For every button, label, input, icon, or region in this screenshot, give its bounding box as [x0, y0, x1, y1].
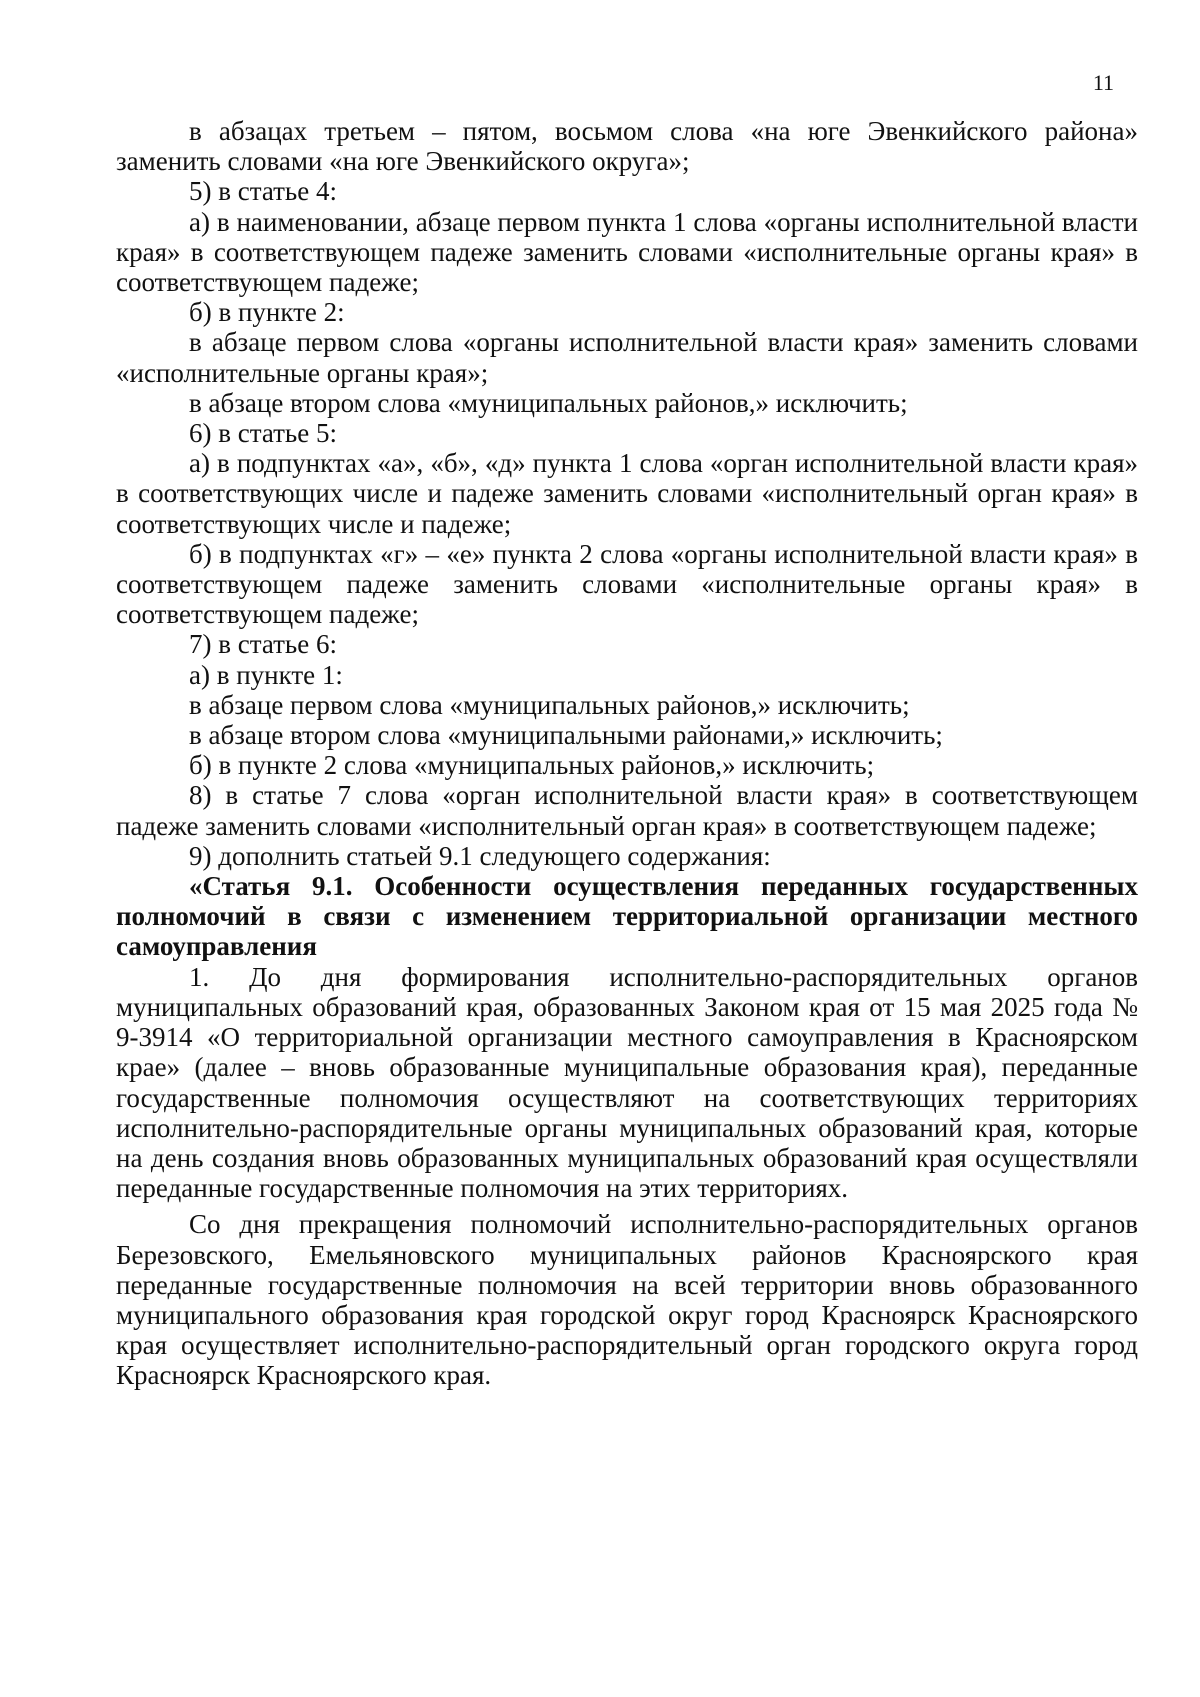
paragraph: 9) дополнить статьей 9.1 следующего содержания: — [189, 840, 771, 871]
paragraph: а) в пункте 1: — [189, 659, 343, 690]
paragraph: а) в подпунктах «а», «б», «д» пункта 1 слова «орган исполнительной власти края» в соответствующих числе и падеже заменить словами «исполнительный орган края» в соответствующих числе и падеже; — [116, 448, 1138, 539]
article-paragraph: Со дня прекращения полномочий исполнительно-распорядительных органов Березовского, Емельяновского муниципальных районов Красноярского края переданные государственные полномочия на всей территории вновь образованного муниципального образования края городской округ город Красноярск Красноярского края осуществляет исполнительно-распорядительный орган городского округа город Красноярск Красноярского края. — [116, 1209, 1138, 1391]
paragraph: 7) в статье 6: — [189, 629, 337, 660]
paragraph: 6) в статье 5: — [189, 418, 337, 449]
paragraph: в абзаце втором слова «муниципальными районами,» исключить; — [189, 720, 943, 751]
paragraph: б) в подпунктах «г» – «е» пункта 2 слова «органы исполнительной власти края» в соответствующем падеже заменить словами «исполнительные органы края» в соответствующем падеже; — [116, 538, 1138, 630]
article-paragraph: 1. До дня формирования исполнительно-распорядительных органов муниципальных образований края, образованных Законом края от 15 мая 2025 года № 9-3914 «О территориальной организации местного самоуправления в Красноярском крае» (далее – вновь образованные муниципальные образования края), переданные государственные полномочия осуществляют на соответствующих территориях исполнительно-распорядительные органы муниципальных образований края, которые на день создания вновь образованных муниципальных образований края осуществляли переданные государственные полномочия на этих территориях. — [116, 961, 1138, 1204]
article-heading: «Статья 9.1. Особенности осуществления переданных государственных полномочий в связи с изменением территориальной организации местного самоуправления — [116, 871, 1138, 962]
paragraph: 5) в статье 4: — [189, 176, 337, 207]
paragraph: б) в пункте 2 слова «муниципальных районов,» исключить; — [189, 750, 875, 781]
paragraph: в абзаце втором слова «муниципальных районов,» исключить; — [189, 387, 908, 418]
paragraph: 8) в статье 7 слова «орган исполнительной власти края» в соответствующем падеже заменить словами «исполнительный орган края» в соответствующем падеже; — [116, 780, 1138, 841]
document-body — [116, 116, 1138, 1391]
page-number: 11 — [1092, 70, 1114, 95]
paragraph: в абзацах третьем – пятом, восьмом слова «на юге Эвенкийского района» заменить словами «на юге Эвенкийского округа»; — [116, 116, 1138, 177]
paragraph: в абзаце первом слова «муниципальных районов,» исключить; — [189, 689, 910, 720]
paragraph: а) в наименовании, абзаце первом пункта 1 слова «органы исполнительной власти края» в соответствующем падеже заменить словами «исполнительные органы края» в соответствующем падеже; — [116, 206, 1138, 298]
paragraph: в абзаце первом слова «органы исполнительной власти края» заменить словами «исполнительные органы края»; — [116, 327, 1138, 388]
paragraph: б) в пункте 2: — [189, 297, 345, 328]
